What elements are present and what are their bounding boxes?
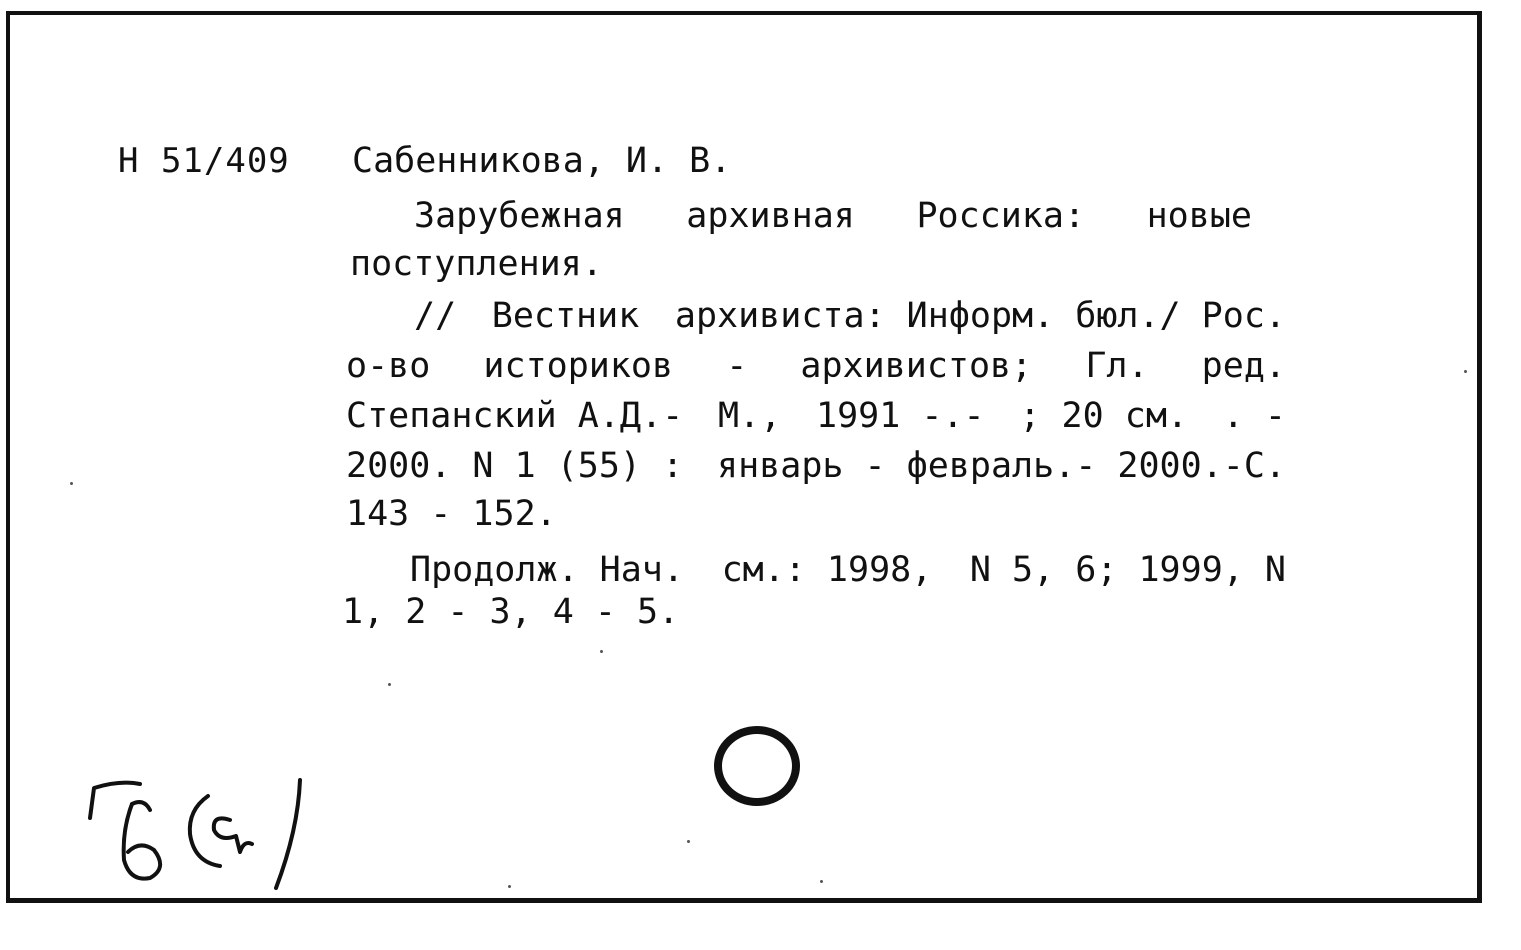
source-line-2: о-во историков - архивистов; Гл. ред. [346,346,1286,386]
punch-hole [714,726,800,806]
author: Сабенникова, И. В. [352,141,732,181]
title-line-1: Зарубежная архивная Россика: новые [414,196,1252,236]
speck [820,880,823,883]
note-line-2: 1, 2 - 3, 4 - 5. [342,592,680,632]
source-line-1: // Вестник архивиста: Информ. бюл./ Рос. [414,296,1286,336]
title-line-2: поступления. [350,244,603,284]
handwritten-classification-mark [80,770,320,900]
source-line-3: Степанский А.Д.- М., 1991 -.- ; 20 см. . - [346,396,1286,436]
shelf-mark: Н 51/409 [118,141,290,181]
note-line-1: Продолж. Нач. см.: 1998, N 5, 6; 1999, N [410,550,1286,590]
speck [600,650,603,653]
source-line-4: 2000. N 1 (55) : январь - февраль.- 2000.-С. [346,446,1286,486]
speck [687,840,690,843]
speck [1464,370,1467,373]
speck [388,683,391,686]
speck [70,482,73,485]
speck [508,885,511,888]
source-line-5: 143 - 152. [346,494,557,534]
